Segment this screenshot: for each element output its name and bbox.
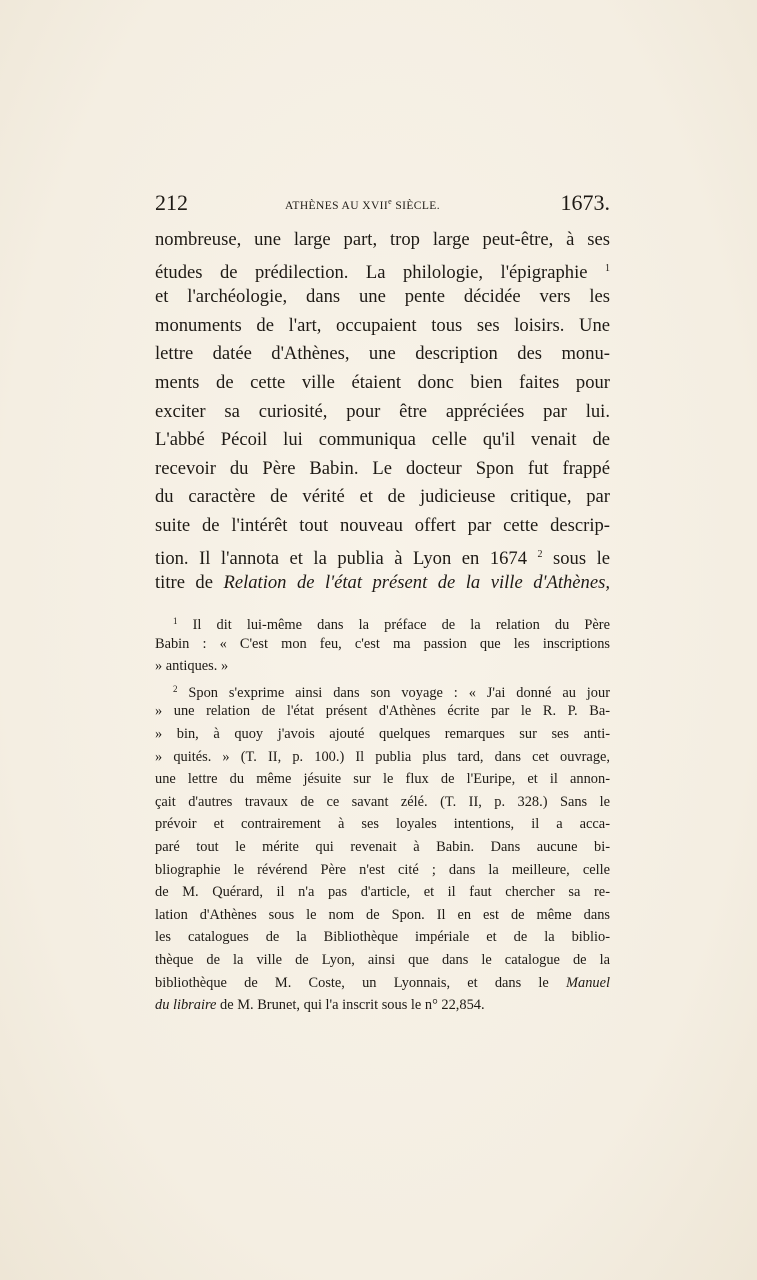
footnote-ref: 1	[605, 262, 610, 274]
text-line	[155, 541, 610, 570]
running-title	[285, 197, 440, 212]
footnote-line: » antiques. »	[155, 658, 229, 675]
text-line: L'abbé Pécoil lui communiqua celle qu'il venait de	[155, 429, 610, 451]
footnote-marker: 1	[173, 616, 178, 626]
footnote-marker: 2	[173, 683, 178, 694]
footnote-text: Il dit lui-même dans la préface de la relation du Père	[177, 617, 610, 633]
running-title-main: ATHÈNES AU XVII	[285, 200, 389, 212]
text-line: monuments de l'art, occupaient tous ses loisirs. Une	[155, 314, 610, 336]
footnote-line: » bin, à quoy j'avois ajouté quelques remarques sur ses anti-	[155, 725, 610, 742]
footnote-line: Babin : « C'est mon feu, c'est ma passion que les inscriptions	[155, 635, 610, 652]
footnote-line: » quités. » (T. II, p. 100.) Il publia plus tard, dans cet ouvrage,	[155, 748, 610, 765]
book-title-italic: Manuel	[566, 974, 610, 991]
text-line: recevoir du Père Babin. Le docteur Spon fut frappé	[155, 457, 610, 479]
page-header	[155, 190, 610, 218]
footnote-text: bibliothèque de M. Coste, un Lyonnais, et dans le	[155, 974, 567, 991]
text-line: du caractère de vérité et de judicieuse critique, par	[155, 486, 610, 508]
text-line: et l'archéologie, dans une pente décidée vers les	[155, 286, 610, 308]
running-title-superscript: e	[388, 197, 393, 206]
text-line-content: tion. Il l'annota et la publia à Lyon en 1674	[155, 547, 528, 569]
book-title-italic: Relation de l'état présent de la ville d'Athènes,	[223, 572, 610, 594]
text-line-tail: sous le	[542, 547, 610, 569]
footnote-line	[155, 972, 610, 995]
footnote-line: paré tout le mérite qui revenait à Babin. Dans aucune bi-	[155, 838, 610, 855]
footnote-line: prévoir et contrairement à ses loyales intentions, il a acca-	[155, 816, 610, 833]
footnote-line: une lettre du même jésuite sur le flux de l'Euripe, et il annon-	[155, 771, 610, 788]
footnotes	[155, 610, 610, 1017]
footnote-line: » une relation de l'état présent d'Athènes écrite par le R. P. Ba-	[155, 703, 610, 720]
text-line: exciter sa curiosité, pour être appréciées par lui.	[155, 400, 610, 422]
footnote-text: Spon s'exprime ainsi dans son voyage : « J'ai donné au jour	[177, 684, 610, 701]
footnote-text: de M. Brunet, qui l'a inscrit sous le n° 22,854.	[216, 997, 485, 1014]
footnote-line: les catalogues de la Bibliothèque impériale et de la biblio-	[155, 929, 610, 946]
footnote-line	[155, 994, 610, 1017]
footnote-line: lation d'Athènes sous le nom de Spon. Il en est de même dans	[155, 906, 610, 923]
text-line: nombreuse, une large part, trop large peut-être, à ses	[155, 229, 610, 250]
text-line: ments de cette ville étaient donc bien faites pour	[155, 371, 610, 393]
footnote-line: de M. Quérard, il n'a pas d'article, et il faut chercher sa re-	[155, 884, 610, 901]
footnote-ref: 2	[537, 548, 543, 560]
text-line	[155, 255, 610, 284]
footnote-line: bliographie le révérend Père n'est cité ; dans la meilleure, celle	[155, 861, 610, 878]
main-text	[155, 226, 610, 598]
footnote-line	[155, 610, 610, 633]
running-title-end: SIÈCLE.	[392, 200, 440, 212]
header-year: 1673.	[560, 190, 610, 215]
footnote-line: çait d'autres travaux de ce savant zélé. (T. II, p. 328.) Sans le	[155, 793, 610, 810]
footnote-line: thèque de la ville de Lyon, ainsi que dans le catalogue de la	[155, 951, 610, 968]
book-title-italic: du libraire	[155, 997, 217, 1014]
text-line: lettre datée d'Athènes, une description des monu-	[155, 343, 610, 365]
text-line: suite de l'intérêt tout nouveau offert par cette descrip-	[155, 514, 610, 536]
text-line-content: titre de	[155, 572, 224, 594]
footnote-line	[155, 678, 610, 701]
text-line-content: études de prédilection. La philologie, l'épigraphie	[155, 261, 588, 283]
page-number: 212	[155, 190, 188, 215]
text-line	[155, 569, 610, 598]
